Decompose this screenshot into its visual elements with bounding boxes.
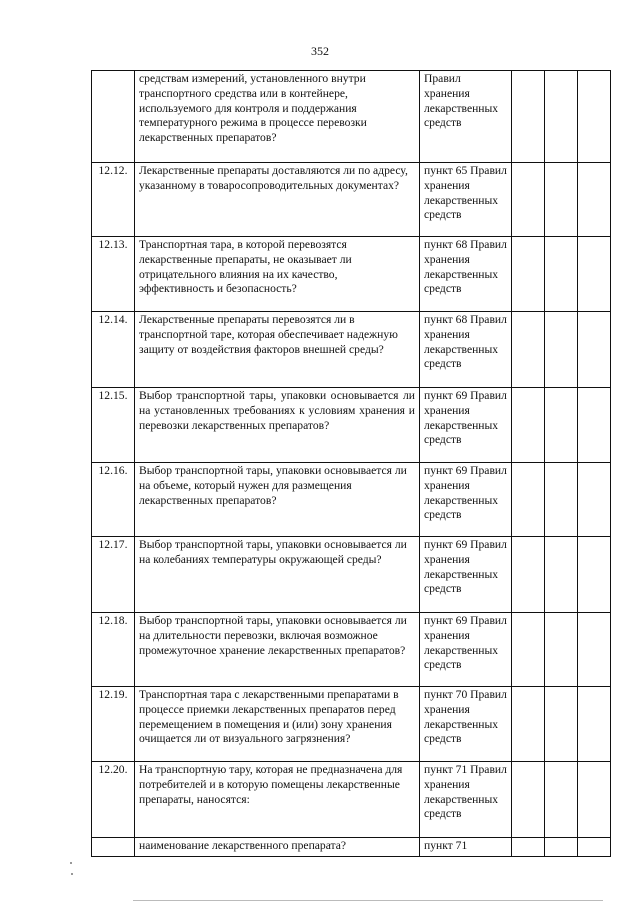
requirement-text: наименование лекарственного препарата? (135, 838, 420, 857)
requirement-text: На транспортную тару, которая не предназначена для потребителей и в которую помещены лекарственные препараты, наносятся: (135, 762, 420, 838)
requirement-text: Выбор транспортной тары, упаковки основывается ли на объеме, который нужен для размещения лекарственных препаратов? (135, 463, 420, 537)
answer-na-cell[interactable] (578, 838, 611, 857)
answer-no-cell[interactable] (545, 71, 578, 163)
row-number: 12.16. (92, 463, 135, 537)
answer-yes-cell[interactable] (512, 463, 545, 537)
answer-no-cell[interactable] (545, 463, 578, 537)
legal-reference: пункт 69 Правил хранения лекарственных средств (420, 613, 512, 687)
legal-reference: пункт 70 Правил хранения лекарственных средств (420, 687, 512, 762)
legal-reference: пункт 68 Правил хранения лекарственных средств (420, 312, 512, 388)
table-row (92, 388, 611, 463)
answer-no-cell[interactable] (545, 312, 578, 388)
answer-yes-cell[interactable] (512, 537, 545, 613)
answer-yes-cell[interactable] (512, 838, 545, 857)
answer-yes-cell[interactable] (512, 687, 545, 762)
answer-no-cell[interactable] (545, 762, 578, 838)
legal-reference: пункт 71 Правил хранения лекарственных средств (420, 762, 512, 838)
scan-edge-line (133, 900, 603, 901)
table-row (92, 613, 611, 687)
row-number (92, 71, 135, 163)
table-row (92, 463, 611, 537)
answer-na-cell[interactable] (578, 762, 611, 838)
answer-yes-cell[interactable] (512, 762, 545, 838)
answer-na-cell[interactable] (578, 312, 611, 388)
requirement-text: Лекарственные препараты доставляются ли по адресу, указанному в товаросопроводительных документах? (135, 163, 420, 237)
table-row (92, 237, 611, 312)
page-number: 352 (311, 44, 329, 58)
table-row (92, 838, 611, 857)
legal-reference: пункт 71 (420, 838, 512, 857)
legal-reference: пункт 69 Правил хранения лекарственных средств (420, 388, 512, 463)
scan-speck (71, 873, 73, 875)
answer-na-cell[interactable] (578, 687, 611, 762)
table-row (92, 762, 611, 838)
row-number (92, 838, 135, 857)
row-number: 12.19. (92, 687, 135, 762)
requirement-text: Выбор транспортной тары, упаковки основывается ли на установленных требованиях к условиям хранения и перевозки лекарственных препаратов? (135, 388, 420, 463)
requirement-text: Транспортная тара с лекарственными препаратами в процессе приемки лекарственных препаратов перед перемещением в помещения и (или) зону хранения очищается ли от визуального загрязнения? (135, 687, 420, 762)
row-number: 12.15. (92, 388, 135, 463)
answer-yes-cell[interactable] (512, 71, 545, 163)
requirement-text: Выбор транспортной тары, упаковки основывается ли на колебаниях температуры окружающей среды? (135, 537, 420, 613)
answer-na-cell[interactable] (578, 537, 611, 613)
answer-na-cell[interactable] (578, 463, 611, 537)
table-row (92, 312, 611, 388)
row-number: 12.20. (92, 762, 135, 838)
answer-na-cell[interactable] (578, 613, 611, 687)
row-number: 12.17. (92, 537, 135, 613)
table-row (92, 71, 611, 163)
answer-yes-cell[interactable] (512, 613, 545, 687)
table-row (92, 687, 611, 762)
answer-yes-cell[interactable] (512, 237, 545, 312)
answer-no-cell[interactable] (545, 163, 578, 237)
row-number: 12.14. (92, 312, 135, 388)
table-row (92, 163, 611, 237)
answer-na-cell[interactable] (578, 71, 611, 163)
requirement-text: Выбор транспортной тары, упаковки основывается ли на длительности перевозки, включая возможное промежуточное хранение лекарственных препаратов? (135, 613, 420, 687)
answer-no-cell[interactable] (545, 237, 578, 312)
answer-na-cell[interactable] (578, 163, 611, 237)
answer-yes-cell[interactable] (512, 163, 545, 237)
answer-no-cell[interactable] (545, 613, 578, 687)
requirements-table (91, 70, 611, 857)
legal-reference: Правил хранения лекарственных средств (420, 71, 512, 163)
answer-no-cell[interactable] (545, 388, 578, 463)
legal-reference: пункт 69 Правил хранения лекарственных средств (420, 463, 512, 537)
requirement-text: Транспортная тара, в которой перевозятся лекарственные препараты, не оказывает ли отрицательного влияния на их качество, эффективность и безопасность? (135, 237, 420, 312)
legal-reference: пункт 65 Правил хранения лекарственных средств (420, 163, 512, 237)
answer-no-cell[interactable] (545, 838, 578, 857)
answer-na-cell[interactable] (578, 237, 611, 312)
answer-yes-cell[interactable] (512, 388, 545, 463)
answer-na-cell[interactable] (578, 388, 611, 463)
legal-reference: пункт 69 Правил хранения лекарственных средств (420, 537, 512, 613)
table-row (92, 537, 611, 613)
row-number: 12.18. (92, 613, 135, 687)
row-number: 12.12. (92, 163, 135, 237)
requirement-text: средствам измерений, установленного внутри транспортного средства или в контейнере, используемого для контроля и поддержания температурного режима в процессе перевозки лекарственных препаратов? (135, 71, 420, 163)
answer-no-cell[interactable] (545, 537, 578, 613)
answer-yes-cell[interactable] (512, 312, 545, 388)
answer-no-cell[interactable] (545, 687, 578, 762)
row-number: 12.13. (92, 237, 135, 312)
legal-reference: пункт 68 Правил хранения лекарственных средств (420, 237, 512, 312)
scan-speck (70, 862, 72, 864)
requirement-text: Лекарственные препараты перевозятся ли в транспортной таре, которая обеспечивает надежную защиту от воздействия факторов внешней среды? (135, 312, 420, 388)
